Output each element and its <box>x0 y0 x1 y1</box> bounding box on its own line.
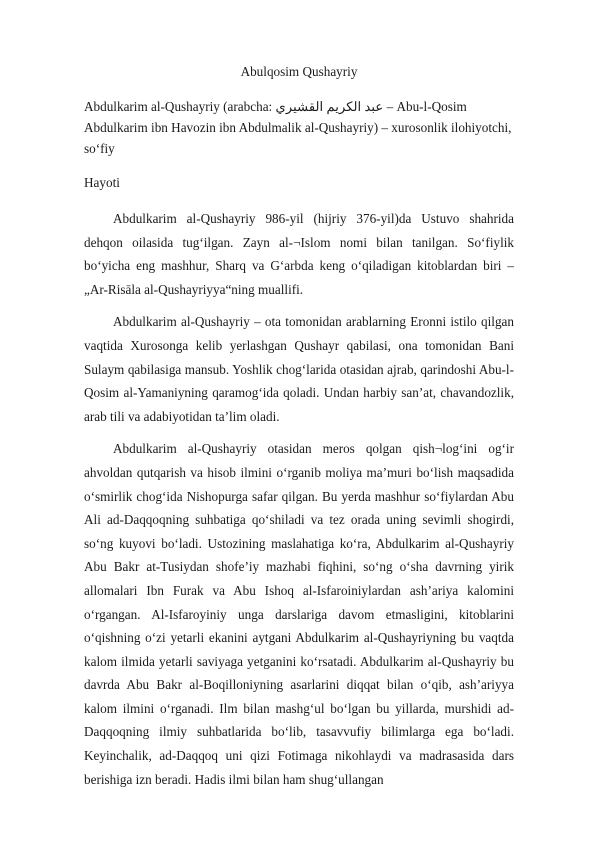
section-heading: Hayoti <box>84 175 120 190</box>
lead-paragraph <box>84 96 514 159</box>
lead-text-end: – Abu-l-Qosim Abdulkarim ibn Havozin ibn Abdulmalik al-Qushayriy) – xurosonlik ilohiyotchi, so‘fiy <box>84 99 512 156</box>
body-paragraph-1: Abdulkarim al-Qushayriy 986-yil (hijriy 376-yil)da Ustuvo shahrida dehqon oilasida tug‘ilgan. Zayn al-¬Islom nomi bilan tanilgan. So‘fiylik bo‘yicha eng mashhur, Sharq va G‘arbda keng o‘qiladigan kitoblardan biri – „Ar-Risāla al-Qushayriyya“ning muallifi. <box>84 211 514 297</box>
arabic-name: عبد الكريم القشيري <box>275 99 384 114</box>
body-paragraph-3: Abdulkarim al-Qushayriy otasidan meros qolgan qish¬log‘ini og‘ir ahvoldan qutqarish va hisob ilmini o‘rganib moliya ma’muri bo‘lish maqsadida o‘smirlik chog‘ida Nishopurga safar qilgan. Bu yerda mashhur so‘fiylardan Abu Ali ad-Daqqoqning suhbatiga qo‘shiladi va tez orada uning sevimli shogirdi, so‘ng kuyovi bo‘ladi. Ustozining maslahatiga ko‘ra, Abdulkarim al-Qushayriy Abu Bakr at-Tusiydan shofe’iy mazhabi fiqhini, so‘ng o‘sha davrning yirik allomalari Ibn Furak va Abu Ishoq al-Isfaroiniylardan ash’ariya kalomini o‘rgangan. Al-Isfaroyiniy unga darslariga davom etmasligini, kitoblarini o‘qishning o‘zi yetarli ekanini aytgani Abdulkarim al-Qushayriyning bu vaqtda kalom ilmida yetarli saviyaga yetganini ko‘rsatadi. Abdulkarim al-Qushayriy bu davrda Abu Bakr al-Boqilloniyning asarlarini diqqat bilan o‘qib, ash’ariyya kalom ilmini o‘rganadi. Ilm bilan mashg‘ul bo‘lgan bu yillarda, murshidi ad-Daqqoqning ilmiy suhbatlarida bo‘lib, tasavvufiy bilimlarga ega bo‘ladi. Keyinchalik, ad-Daqqoq uni qizi Fotimaga nikohlaydi va madrasasida dars berishiga izn beradi. Hadis ilmi bilan ham shug‘ullangan <box>84 441 514 787</box>
page-title: Abulqosim Qushayriy <box>240 64 358 79</box>
lead-text-start: Abdulkarim al-Qushayriy (arabcha: <box>84 99 276 114</box>
document-body <box>84 62 514 800</box>
body-paragraph-2: Abdulkarim al-Qushayriy – ota tomonidan arablarning Eronni istilo qilgan vaqtida Xurosonga kelib yerlashgan Qushayr qabilasi, ona tomonidan Bani Sulaym qabilasiga mansub. Yoshlik chog‘larida otasidan ajrab, qarindoshi Abu-l-Qosim al-Yamaniyning qaramog‘ida qoladi. Undan harbiy san’at, chavandozlik, arab tili va adabiyotidan ta’lim oladi. <box>84 314 514 424</box>
